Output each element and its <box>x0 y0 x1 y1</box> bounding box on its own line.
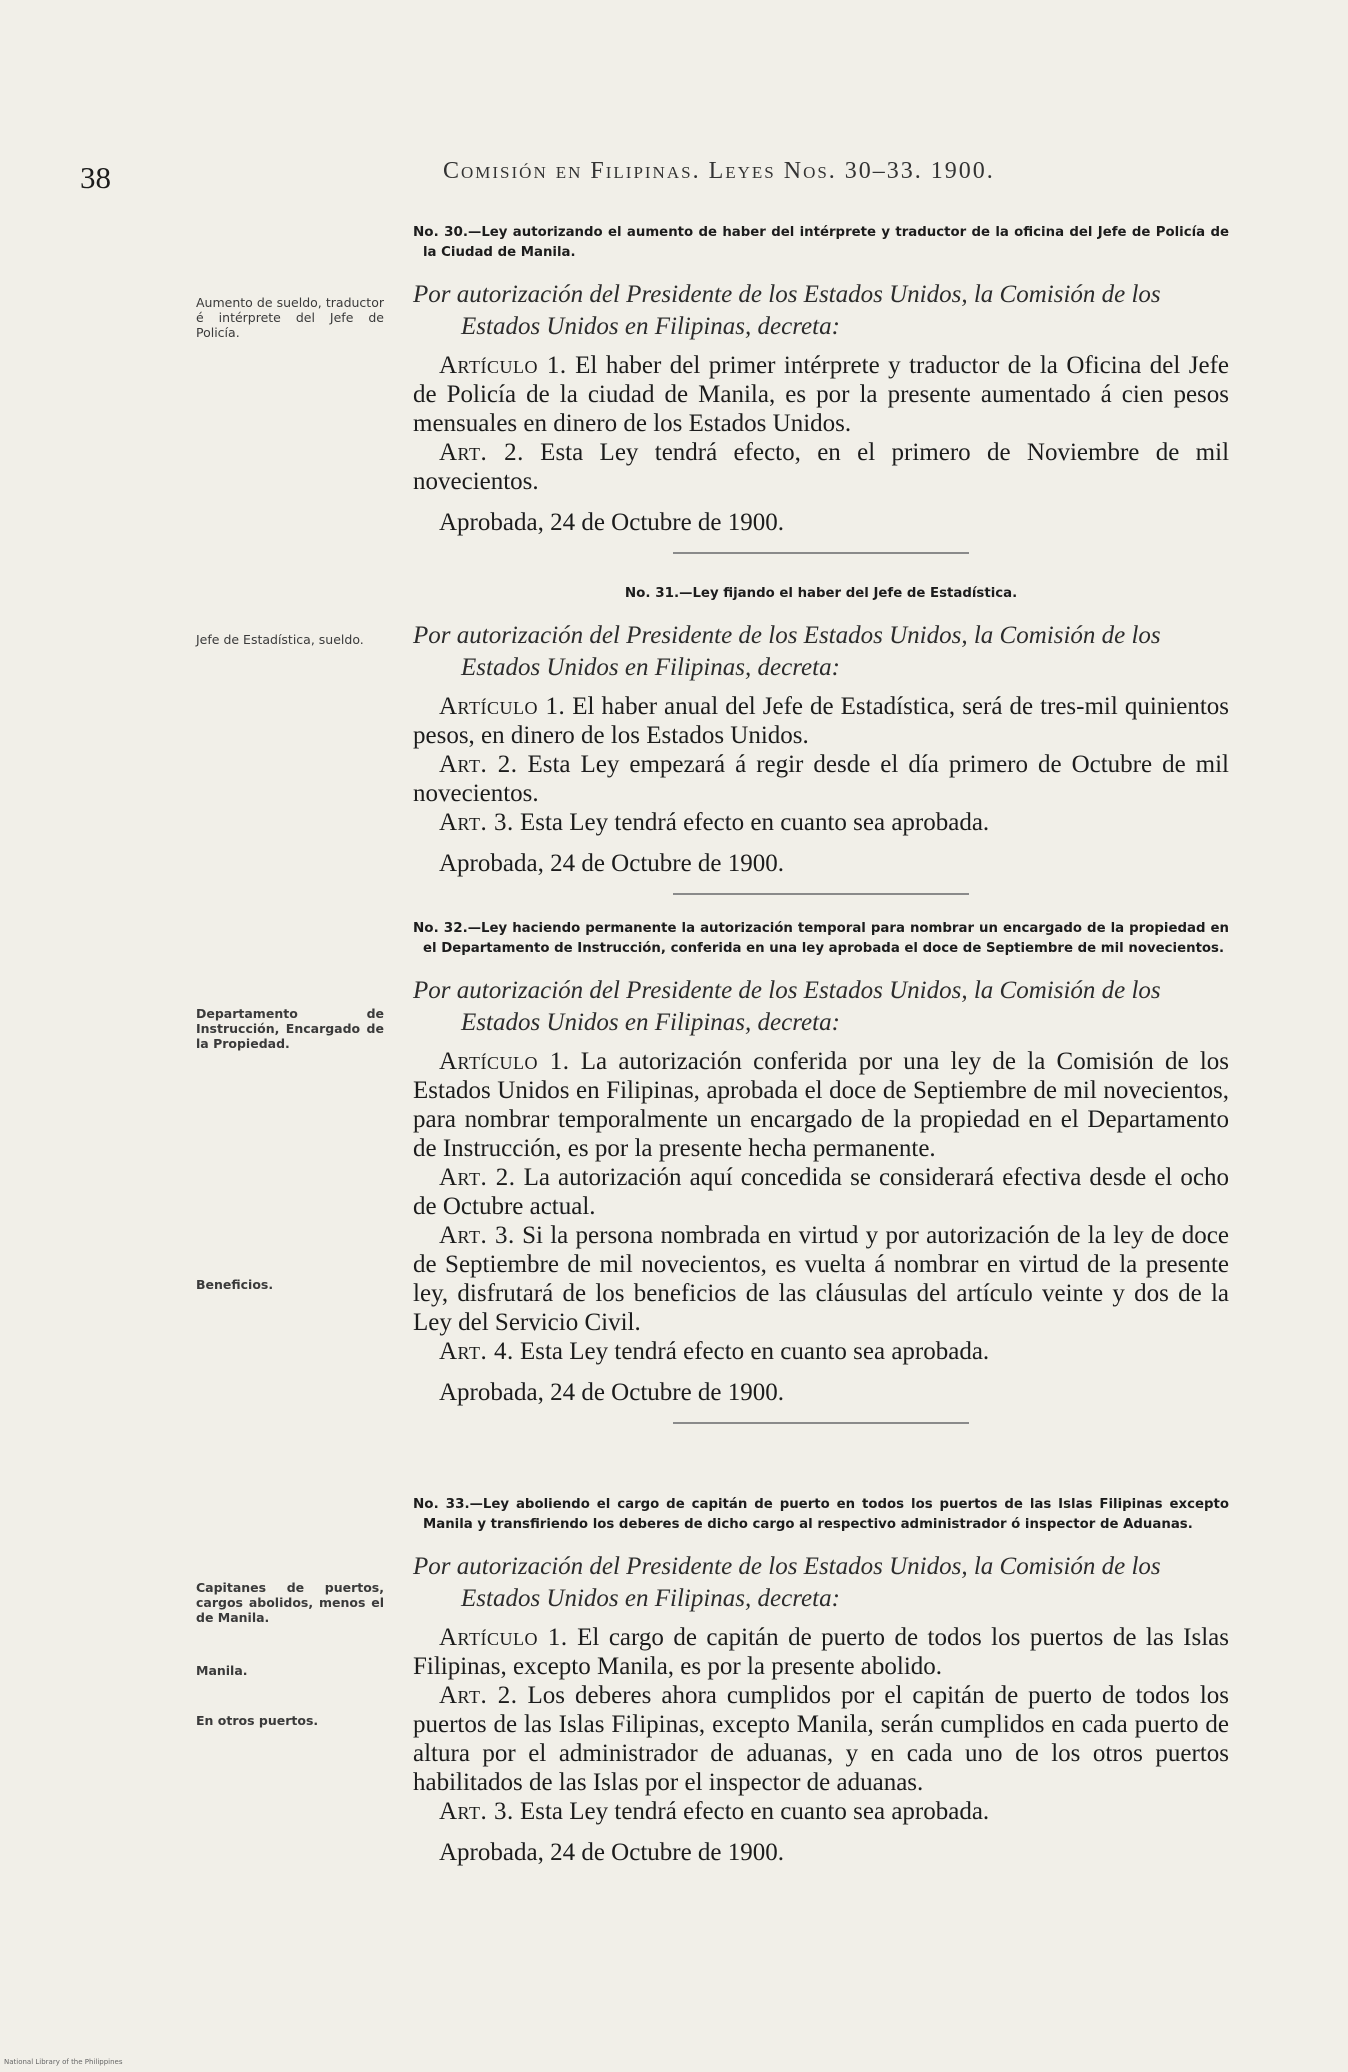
separator-rule <box>673 1422 969 1424</box>
article <box>413 692 1229 750</box>
article-label: Art. 4. <box>439 1338 514 1365</box>
enacting-clause: Por autorización del Presidente de los Estados Unidos, la Comisión de los Estados Unidos en Filipinas, decreta: <box>413 622 1161 681</box>
law-31 <box>413 583 1229 895</box>
approval-date: Aprobada, 24 de Octubre de 1900. <box>439 1379 785 1406</box>
running-head: Comisión en Filipinas. Leyes Nos. 30–33. 1900. <box>443 158 995 184</box>
margin-note-law-30: Aumento de sueldo, traductor é intérprete del Jefe de Policía. <box>196 295 384 340</box>
article <box>413 438 1229 496</box>
law-title: —Ley aboliendo el cargo de capitán de puerto en todos los puertos de las Islas Filipinas excepto Manila y transfiriendo los deberes de dicho cargo al respectivo administrador ó inspector de Aduanas. <box>423 1497 1229 1532</box>
margin-note-law-32: Departamento de Instrucción, Encargado de la Propiedad. <box>196 1006 384 1051</box>
article-text: El haber anual del Jefe de Estadística, será de tres-mil quinientos pesos, en dinero de los Estados Unidos. <box>413 693 1230 749</box>
margin-note-law-33-art-1: Manila. <box>196 1663 248 1678</box>
article-label: Artículo 1. <box>439 693 566 720</box>
article-text: Esta Ley tendrá efecto en cuanto sea aprobada. <box>519 1798 990 1825</box>
enacting-clause: Por autorización del Presidente de los Estados Unidos, la Comisión de los Estados Unidos en Filipinas, decreta: <box>413 281 1161 340</box>
article-text: La autorización conferida por una ley de la Comisión de los Estados Unidos en Filipinas, aprobada el doce de Septiembre de mil novecientos, para nombrar temporalmente un encargado de la propiedad en el Departamento de Instrucción, es por la presente hecha permanente. <box>413 1048 1230 1162</box>
article-label: Art. 2. <box>439 751 518 778</box>
article <box>413 1337 1229 1366</box>
approval-date: Aprobada, 24 de Octubre de 1900. <box>439 850 785 877</box>
law-title: —Ley haciendo permanente la autorización temporal para nombrar un encargado de la propiedad en el Departamento de Instrucción, conferida en una ley aprobada el doce de Septiembre de mil novecientos. <box>423 921 1229 956</box>
margin-note-law-33-art-2: En otros puertos. <box>196 1713 319 1728</box>
article <box>413 1047 1229 1163</box>
article-text: Esta Ley empezará á regir desde el día primero de Octubre de mil novecientos. <box>413 751 1230 807</box>
article-label: Art. 2. <box>439 1164 516 1191</box>
law-title: —Ley autorizando el aumento de haber del intérprete y traductor de la oficina del Jefe de Policía de la Ciudad de Manila. <box>423 225 1229 260</box>
article <box>413 1797 1229 1826</box>
page-number: 38 <box>80 160 111 195</box>
article <box>413 1221 1229 1337</box>
margin-note-law-31: Jefe de Estadística, sueldo. <box>196 632 364 647</box>
law-number: No. 32. <box>413 920 468 936</box>
article-label: Artículo 1. <box>439 1624 568 1651</box>
article-text: Esta Ley tendrá efecto, en el primero de Noviembre de mil novecientos. <box>413 439 1230 495</box>
article-label: Art. 3. <box>439 1222 515 1249</box>
margin-note-law-33: Capitanes de puertos, cargos abolidos, menos el de Manila. <box>196 1580 384 1625</box>
article <box>413 750 1229 808</box>
margin-note-law-32-art-3: Beneficios. <box>196 1277 274 1292</box>
law-33 <box>413 1494 1229 1868</box>
law-number: No. 30. <box>413 224 469 240</box>
article-text: Esta Ley tendrá efecto en cuanto sea aprobada. <box>519 1338 990 1365</box>
law-heading <box>413 1494 1229 1535</box>
article <box>413 808 1229 837</box>
article-label: Artículo 1. <box>439 352 567 379</box>
law-number: No. 31. <box>624 585 680 601</box>
article <box>413 1681 1229 1797</box>
article-text: La autorización aquí concedida se considerará efectiva desde el ocho de Octubre actual. <box>413 1164 1230 1220</box>
law-heading <box>413 918 1229 959</box>
article <box>413 1163 1229 1221</box>
law-32 <box>413 918 1229 1424</box>
article <box>413 1623 1229 1681</box>
article-text: Si la persona nombrada en virtud y por autorización de la ley de doce de Septiembre de mil novecientos, es vuelta á nombrar en virtud de la presente ley, disfrutará de los beneficios de las cláusulas del artículo veinte y dos de la Ley del Servicio Civil. <box>413 1222 1230 1336</box>
law-heading <box>413 222 1229 263</box>
article-text: El haber del primer intérprete y traductor de la Oficina del Jefe de Policía de la ciudad de Manila, es por la presente aumentado á cien pesos mensuales en dinero de los Estados Unidos. <box>413 352 1230 437</box>
article-label: Art. 3. <box>439 809 514 836</box>
law-title: —Ley fijando el haber del Jefe de Estadística. <box>679 586 1018 601</box>
article-label: Artículo 1. <box>439 1048 570 1075</box>
separator-rule <box>673 893 969 895</box>
law-number: No. 33. <box>413 1496 470 1512</box>
enacting-clause: Por autorización del Presidente de los Estados Unidos, la Comisión de los Estados Unidos en Filipinas, decreta: <box>413 977 1161 1036</box>
article-text: El cargo de capitán de puerto de todos los puertos de las Islas Filipinas, excepto Manila, es por la presente abolido. <box>413 1624 1229 1680</box>
scan-footer: National Library of the Philippines <box>4 2058 123 2066</box>
article-label: Art. 2. <box>439 439 524 466</box>
approval-date: Aprobada, 24 de Octubre de 1900. <box>439 509 785 536</box>
separator-rule <box>673 552 969 554</box>
article <box>413 351 1229 438</box>
article-text: Los deberes ahora cumplidos por el capitán de puerto de todos los puertos de las Islas Filipinas, excepto Manila, serán cumplidos en cada puerto de altura por el administrador de aduanas, y en cada uno de los otros puertos habilitados de las Islas por el inspector de aduanas. <box>413 1682 1230 1796</box>
article-label: Art. 3. <box>439 1798 514 1825</box>
law-heading <box>413 583 1229 604</box>
law-30 <box>413 222 1229 554</box>
article-label: Art. 2. <box>439 1682 518 1709</box>
enacting-clause: Por autorización del Presidente de los Estados Unidos, la Comisión de los Estados Unidos en Filipinas, decreta: <box>413 1553 1161 1612</box>
article-text: Esta Ley tendrá efecto en cuanto sea aprobada. <box>519 809 990 836</box>
approval-date: Aprobada, 24 de Octubre de 1900. <box>439 1839 785 1866</box>
